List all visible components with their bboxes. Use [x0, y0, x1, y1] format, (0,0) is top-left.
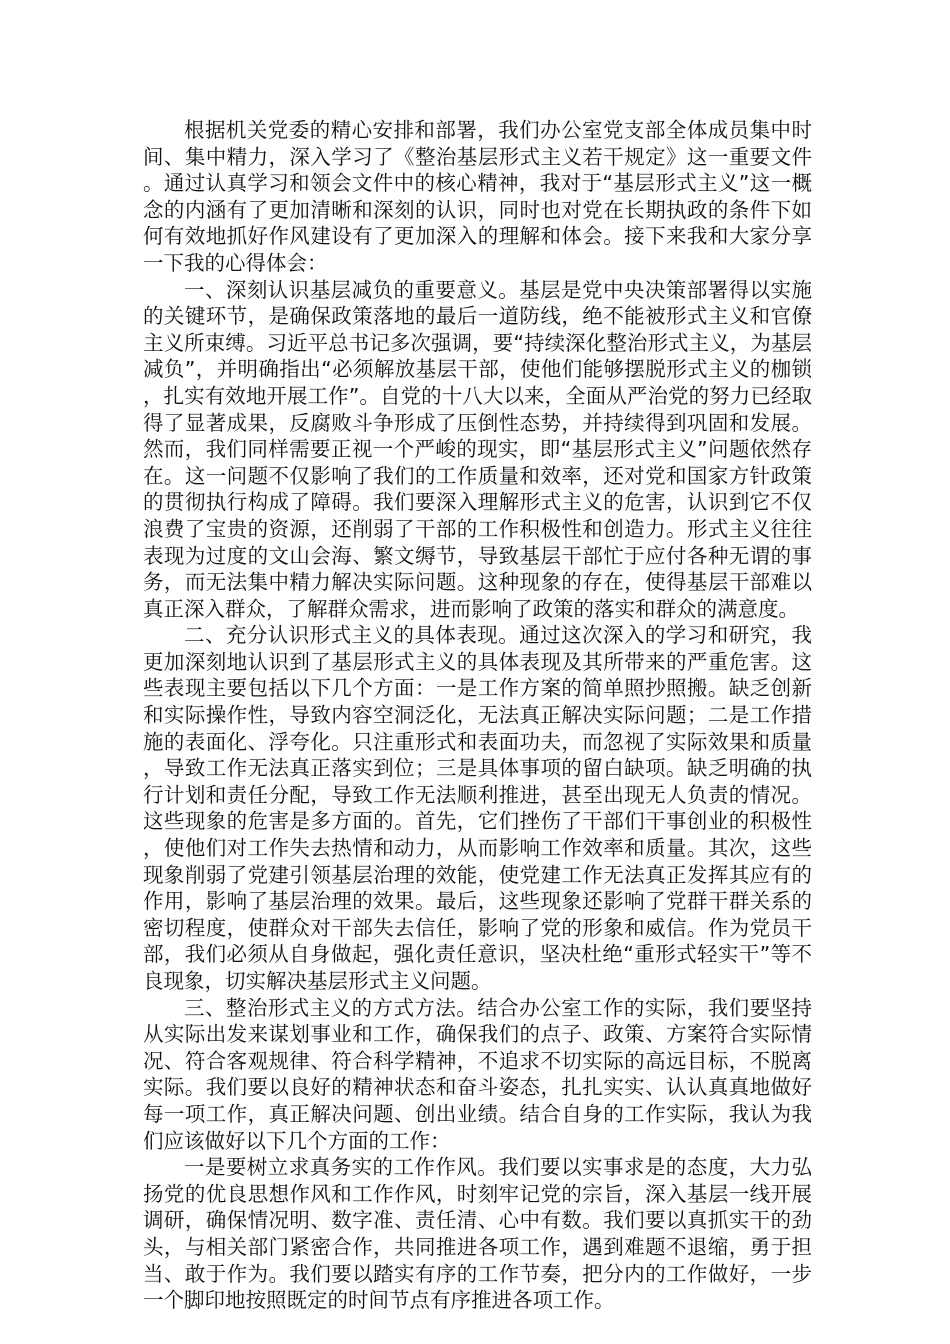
paragraph-section-2: 二、充分认识形式主义的具体表现。通过这次深入的学习和研究，我更加深刻地认识到了基层形式主义的具体表现及其所带来的严重危害。这些表现主要包括以下几个方面：一是工作方案的简单照抄照搬。缺乏创新和实际操作性，导致内容空洞泛化，无法真正解决实际问题；二是工作措施的表面化、浮夸化。只注重形式和表面功夫，而忽视了实际效果和质量，导致工作无法真正落实到位；三是具体事项的留白缺项。缺乏明确的执行计划和责任分配，导致工作无法顺利推进，甚至出现无人负责的情况。这些现象的危害是多方面的。首先，它们挫伤了干部们干事创业的积极性，使他们对工作失去热情和动力，从而影响工作效率和质量。其次，这些现象削弱了党建引领基层治理的效能，使党建工作无法真正发挥其应有的作用，影响了基层治理的效果。最后，这些现象还影响了党群干群关系的密切程度，使群众对干部失去信任，影响了党的形象和威信。作为党员干部，我们必须从自身做起，强化责任意识，坚决杜绝“重形式轻实干”等不良现象，切实解决基层形式主义问题。 [143, 623, 812, 993]
paragraph-intro: 根据机关党委的精心安排和部署，我们办公室党支部全体成员集中时间、集中精力，深入学习了《整治基层形式主义若干规定》这一重要文件。通过认真学习和领会文件中的核心精神，我对于“基层形式主义”这一概念的内涵有了更加清晰和深刻的认识，同时也对党在长期执政的条件下如何有效地抓好作风建设有了更加深入的理解和体会。接下来我和大家分享一下我的心得体会： [143, 118, 812, 275]
paragraph-point-1: 一是要树立求真务实的工作作风。我们要以实事求是的态度，大力弘扬党的优良思想作风和工作作风，时刻牢记党的宗旨，深入基层一线开展调研，确保情况明、数字准、责任清、心中有数。我们要以真抓实干的劲头，与相关部门紧密合作，共同推进各项工作，遇到难题不退缩，勇于担当、敢于作为。我们要以踏实有序的工作节奏，把分内的工作做好，一步一个脚印地按照既定的时间节点有序推进各项工作。 [143, 1155, 812, 1313]
document-body [143, 117, 812, 1314]
paragraph-section-3: 三、整治形式主义的方式方法。结合办公室工作的实际，我们要坚持从实际出发来谋划事业和工作，确保我们的点子、政策、方案符合实际情况、符合客观规律、符合科学精神，不追求不切实际的高远目标，不脱离实际。我们要以良好的精神状态和奋斗姿态，扎扎实实、认认真真地做好每一项工作，真正解决问题、创出业绩。结合自身的工作实际，我认为我们应该做好以下几个方面的工作： [143, 995, 812, 1153]
paragraph-section-1: 一、深刻认识基层减负的重要意义。基层是党中央决策部署得以实施的关键环节，是确保政策落地的最后一道防线，绝不能被形式主义和官僚主义所束缚。习近平总书记多次强调，要“持续深化整治形式主义，为基层减负”，并明确指出“必须解放基层干部，使他们能够摆脱形式主义的枷锁，扎实有效地开展工作”。自党的十八大以来，全面从严治党的努力已经取得了显著成果，反腐败斗争形成了压倒性态势，并持续得到巩固和发展。然而，我们同样需要正视一个严峻的现实，即“基层形式主义”问题依然存在。这一问题不仅影响了我们的工作质量和效率，还对党和国家方针政策的贯彻执行构成了障碍。我们要深入理解形式主义的危害，认识到它不仅浪费了宝贵的资源，还削弱了干部的工作积极性和创造力。形式主义往往表现为过度的文山会海、繁文缛节，导致基层干部忙于应付各种无谓的事务，而无法集中精力解决实际问题。这种现象的存在，使得基层干部难以真正深入群众，了解群众需求，进而影响了政策的落实和群众的满意度。 [143, 277, 812, 621]
